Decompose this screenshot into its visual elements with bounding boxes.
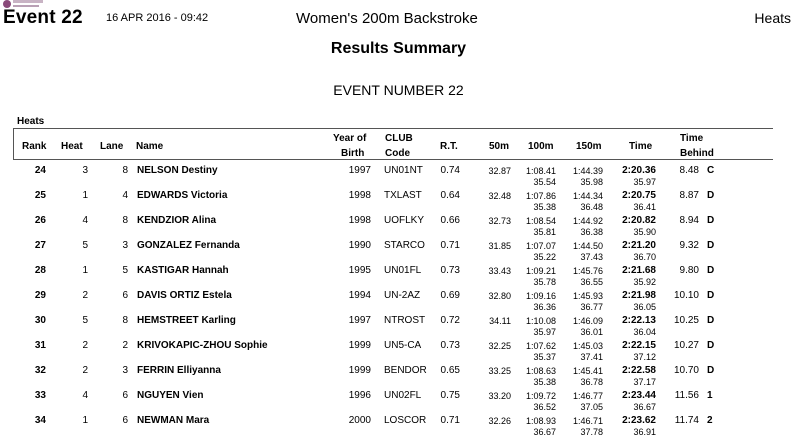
- col-club: CLUB: [385, 133, 413, 144]
- cell-lane: 6: [122, 390, 128, 401]
- cell-name: KRIVOKAPIC-ZHOU Sophie: [137, 340, 268, 351]
- cell-sp200: 36.04: [633, 327, 656, 337]
- cell-behind: 10.70: [673, 365, 699, 376]
- cell-lane: 5: [122, 265, 128, 276]
- cell-club: BENDOR: [384, 365, 427, 376]
- cell-heat: 4: [82, 215, 88, 226]
- cell-heat: 5: [82, 315, 88, 326]
- cell-sp150: 37.78: [580, 427, 603, 437]
- cell-rank: 32: [34, 365, 46, 376]
- cell-rt: 0.65: [440, 365, 460, 376]
- cell-club: LOSCOR: [384, 415, 427, 426]
- cell-club: TXLAST: [384, 190, 422, 201]
- cell-sp100: 35.81: [533, 227, 556, 237]
- cell-s150: 1:45.93: [572, 291, 603, 301]
- cell-time: 2:22.13: [622, 315, 656, 326]
- cell-sp100: 35.38: [533, 377, 556, 387]
- cell-lane: 6: [122, 415, 128, 426]
- cell-sp100: 35.54: [533, 177, 556, 187]
- cell-rt: 0.71: [440, 415, 460, 426]
- cell-behind: 8.94: [679, 215, 699, 226]
- cell-time: 2:22.15: [622, 340, 656, 351]
- cell-sp200: 36.91: [633, 427, 656, 437]
- cell-q: 1: [707, 390, 713, 401]
- cell-rt: 0.66: [440, 215, 460, 226]
- cell-heat: 1: [82, 265, 88, 276]
- cell-sp150: 37.41: [580, 352, 603, 362]
- cell-club: UN01FL: [384, 265, 422, 276]
- cell-behind: 9.32: [679, 240, 699, 251]
- cell-yob: 1994: [348, 290, 371, 301]
- cell-time: 2:23.62: [622, 415, 656, 426]
- cell-name: KENDZIOR Alina: [137, 215, 217, 226]
- cell-behind: 11.74: [674, 415, 699, 426]
- cell-s100: 1:09.72: [525, 391, 556, 401]
- cell-rank: 34: [34, 415, 46, 426]
- cell-lane: 3: [122, 240, 128, 251]
- cell-s50: 32.25: [488, 341, 511, 351]
- cell-sp100: 35.78: [533, 277, 556, 287]
- cell-name: DAVIS ORTIZ Estela: [137, 290, 232, 301]
- cell-heat: 5: [82, 240, 88, 251]
- cell-sp100: 36.67: [533, 427, 556, 437]
- cell-rank: 24: [34, 165, 46, 176]
- cell-yob: 1995: [348, 265, 371, 276]
- cell-yob: 1997: [348, 315, 371, 326]
- cell-behind: 8.48: [679, 165, 699, 176]
- cell-yob: 2000: [348, 415, 371, 426]
- cell-q: D: [707, 290, 715, 301]
- col-year-of: Year of: [333, 133, 367, 144]
- cell-q: D: [707, 315, 715, 326]
- cell-yob: 1990: [348, 240, 371, 251]
- cell-s150: 1:46.77: [572, 391, 603, 401]
- cell-sp150: 36.38: [580, 227, 603, 237]
- round-label: Heats: [754, 10, 791, 26]
- cell-rank: 31: [34, 340, 46, 351]
- cell-yob: 1999: [348, 340, 371, 351]
- cell-s50: 32.26: [488, 416, 511, 426]
- page-title: Results Summary: [330, 40, 467, 57]
- cell-sp200: 36.05: [633, 302, 656, 312]
- cell-name: HEMSTREET Karling: [137, 315, 236, 326]
- cell-q: D: [707, 240, 715, 251]
- cell-club: UN5-CA: [384, 340, 422, 351]
- cell-q: C: [707, 165, 715, 176]
- col-50m: 50m: [489, 141, 510, 152]
- cell-s50: 33.25: [488, 366, 511, 376]
- cell-sp150: 36.78: [580, 377, 603, 387]
- cell-heat: 1: [82, 415, 88, 426]
- col-rank: Rank: [22, 141, 47, 152]
- cell-q: D: [707, 340, 715, 351]
- col-time-behind-1: Time: [680, 133, 704, 144]
- cell-yob: 1997: [348, 165, 371, 176]
- cell-rt: 0.71: [440, 240, 460, 251]
- cell-rank: 33: [34, 390, 46, 401]
- cell-s50: 32.73: [488, 216, 511, 226]
- cell-behind: 9.80: [679, 265, 699, 276]
- cell-lane: 8: [122, 315, 128, 326]
- cell-name: GONZALEZ Fernanda: [137, 240, 240, 251]
- cell-s50: 32.80: [488, 291, 511, 301]
- col-code: Code: [385, 148, 410, 159]
- cell-time: 2:21.98: [622, 290, 656, 301]
- cell-club: NTROST: [384, 315, 426, 326]
- cell-sp100: 35.38: [533, 202, 556, 212]
- cell-sp200: 37.17: [633, 377, 656, 387]
- col-name: Name: [136, 141, 164, 152]
- cell-sp150: 37.43: [580, 252, 603, 262]
- col-birth: Birth: [341, 148, 365, 159]
- col-rt: R.T.: [440, 141, 458, 152]
- cell-sp100: 36.36: [533, 302, 556, 312]
- cell-s150: 1:45.76: [572, 266, 603, 276]
- cell-heat: 1: [82, 190, 88, 201]
- cell-time: 2:22.58: [622, 365, 656, 376]
- cell-club: UN01NT: [384, 165, 423, 176]
- cell-yob: 1996: [348, 390, 371, 401]
- col-time: Time: [629, 141, 653, 152]
- cell-s100: 1:07.62: [525, 341, 556, 351]
- cell-rank: 29: [34, 290, 46, 301]
- cell-sp200: 35.97: [633, 177, 656, 187]
- cell-rank: 26: [34, 215, 46, 226]
- cell-rank: 27: [34, 240, 46, 251]
- cell-heat: 2: [82, 290, 88, 301]
- cell-time: 2:20.36: [622, 165, 656, 176]
- cell-behind: 11.56: [674, 390, 699, 401]
- cell-name: EDWARDS Victoria: [137, 190, 228, 201]
- cell-s150: 1:45.03: [572, 341, 603, 351]
- cell-s150: 1:44.34: [572, 191, 603, 201]
- cell-rt: 0.75: [440, 390, 460, 401]
- cell-sp150: 35.98: [580, 177, 603, 187]
- cell-lane: 4: [122, 190, 128, 201]
- cell-s100: 1:09.16: [525, 291, 556, 301]
- col-heat: Heat: [61, 141, 83, 152]
- cell-name: NGUYEN Vien: [137, 390, 204, 401]
- cell-sp200: 37.12: [633, 352, 656, 362]
- cell-s100: 1:08.63: [525, 366, 556, 376]
- cell-s100: 1:08.93: [525, 416, 556, 426]
- cell-s150: 1:44.39: [572, 166, 603, 176]
- cell-club: UN-2AZ: [384, 290, 421, 301]
- cell-heat: 3: [82, 165, 88, 176]
- cell-yob: 1998: [348, 190, 371, 201]
- cell-rank: 28: [34, 265, 46, 276]
- cell-sp100: 35.97: [533, 327, 556, 337]
- cell-lane: 6: [122, 290, 128, 301]
- cell-club: UN02FL: [384, 390, 422, 401]
- cell-lane: 2: [122, 340, 128, 351]
- cell-s100: 1:08.41: [525, 166, 556, 176]
- event-number-heading: Event 22: [3, 7, 83, 28]
- cell-sp150: 37.05: [580, 402, 603, 412]
- col-100m: 100m: [528, 141, 554, 152]
- cell-s50: 31.85: [488, 241, 511, 251]
- cell-q: D: [707, 365, 715, 376]
- cell-behind: 8.87: [679, 190, 699, 201]
- cell-lane: 3: [122, 365, 128, 376]
- cell-time: 2:20.75: [622, 190, 656, 201]
- cell-sp100: 35.37: [533, 352, 556, 362]
- col-time-behind-2: Behind: [680, 148, 714, 159]
- cell-club: STARCO: [384, 240, 425, 251]
- cell-rt: 0.74: [440, 165, 460, 176]
- cell-behind: 10.27: [673, 340, 699, 351]
- cell-rank: 30: [34, 315, 46, 326]
- cell-time: 2:20.82: [622, 215, 656, 226]
- cell-time: 2:23.44: [622, 390, 656, 401]
- cell-s50: 33.20: [488, 391, 511, 401]
- cell-name: KASTIGAR Hannah: [137, 265, 229, 276]
- cell-rt: 0.73: [440, 265, 460, 276]
- cell-name: NEWMAN Mara: [137, 415, 210, 426]
- cell-name: NELSON Destiny: [137, 165, 218, 176]
- cell-s150: 1:46.09: [572, 316, 603, 326]
- cell-lane: 8: [122, 215, 128, 226]
- cell-q: 2: [707, 415, 713, 426]
- logo-text: [13, 0, 43, 3]
- cell-sp200: 36.67: [633, 402, 656, 412]
- cell-behind: 10.25: [673, 315, 699, 326]
- cell-s50: 32.48: [488, 191, 511, 201]
- section-label: Heats: [17, 116, 45, 127]
- cell-s50: 32.87: [488, 166, 511, 176]
- cell-sp150: 36.77: [580, 302, 603, 312]
- cell-yob: 1998: [348, 215, 371, 226]
- cell-s150: 1:44.50: [572, 241, 603, 251]
- cell-heat: 2: [82, 340, 88, 351]
- cell-sp200: 36.70: [633, 252, 656, 262]
- cell-time: 2:21.20: [622, 240, 656, 251]
- cell-s100: 1:08.54: [525, 216, 556, 226]
- col-lane: Lane: [100, 141, 124, 152]
- cell-rt: 0.69: [440, 290, 460, 301]
- cell-s150: 1:44.92: [572, 216, 603, 226]
- cell-rt: 0.72: [440, 315, 460, 326]
- cell-yob: 1999: [348, 365, 371, 376]
- cell-sp150: 36.48: [580, 202, 603, 212]
- event-title: Women's 200m Backstroke: [296, 10, 478, 27]
- cell-s100: 1:10.08: [525, 316, 556, 326]
- cell-sp200: 36.41: [633, 202, 656, 212]
- cell-s150: 1:46.71: [572, 416, 603, 426]
- event-number-label: EVENT NUMBER 22: [333, 82, 464, 98]
- cell-s50: 34.11: [489, 316, 511, 326]
- cell-name: FERRIN Elliyanna: [137, 365, 221, 376]
- col-150m: 150m: [576, 141, 602, 152]
- cell-s100: 1:09.21: [525, 266, 556, 276]
- cell-time: 2:21.68: [622, 265, 656, 276]
- cell-s100: 1:07.86: [525, 191, 556, 201]
- cell-q: D: [707, 190, 715, 201]
- cell-sp100: 36.52: [533, 402, 556, 412]
- cell-heat: 2: [82, 365, 88, 376]
- cell-s50: 33.43: [488, 266, 511, 276]
- cell-sp150: 36.55: [580, 277, 603, 287]
- cell-s150: 1:45.41: [572, 366, 603, 376]
- cell-s100: 1:07.07: [525, 241, 556, 251]
- cell-sp200: 35.92: [633, 277, 656, 287]
- cell-sp150: 36.01: [580, 327, 603, 337]
- cell-behind: 10.10: [673, 290, 699, 301]
- cell-rt: 0.73: [440, 340, 460, 351]
- cell-sp100: 35.22: [533, 252, 556, 262]
- cell-heat: 4: [82, 390, 88, 401]
- cell-q: D: [707, 265, 715, 276]
- cell-sp200: 35.90: [633, 227, 656, 237]
- cell-rt: 0.64: [440, 190, 460, 201]
- cell-lane: 8: [122, 165, 128, 176]
- cell-q: D: [707, 215, 715, 226]
- report-date: 16 APR 2016 - 09:42: [106, 12, 209, 24]
- cell-club: UOFLKY: [384, 215, 425, 226]
- cell-rank: 25: [34, 190, 46, 201]
